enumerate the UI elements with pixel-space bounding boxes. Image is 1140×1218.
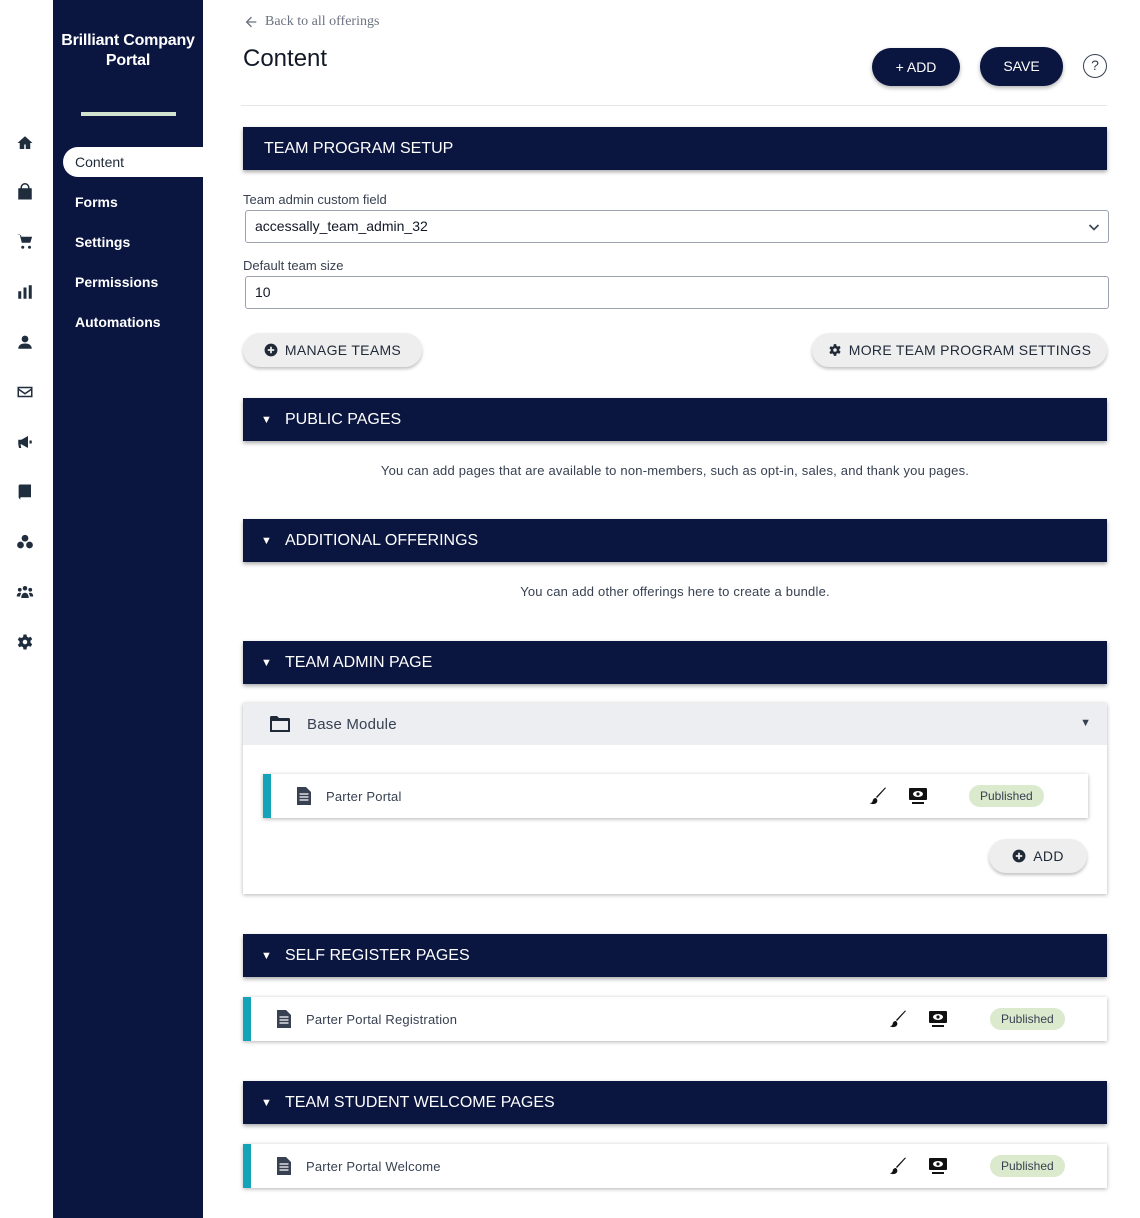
add-page-button[interactable] — [989, 839, 1087, 873]
gear-icon — [828, 343, 842, 357]
section-title: TEAM STUDENT WELCOME PAGES — [285, 1093, 555, 1111]
module-title: Base Module — [307, 715, 397, 733]
sidebar-item-forms[interactable]: Forms — [75, 194, 118, 210]
plus-circle-icon — [264, 343, 278, 357]
chevron-down-icon — [1088, 221, 1100, 233]
add-button[interactable]: + ADD — [872, 48, 960, 86]
arrow-left-icon — [243, 14, 259, 30]
page-title: Content — [243, 45, 328, 72]
brush-icon[interactable] — [889, 1010, 907, 1028]
add-page-label: ADD — [1033, 848, 1064, 864]
status-badge: Published — [990, 1008, 1065, 1030]
mail-icon[interactable] — [15, 382, 35, 402]
page-row — [243, 997, 1107, 1041]
page-name[interactable]: Parter Portal Welcome — [306, 1158, 441, 1174]
sidebar-item-permissions[interactable]: Permissions — [75, 274, 159, 290]
user-icon[interactable] — [15, 332, 35, 352]
sidebar-item-settings[interactable]: Settings — [75, 234, 131, 250]
cart-icon[interactable] — [15, 232, 35, 252]
section-title: PUBLIC PAGES — [285, 410, 402, 428]
more-team-settings-label: MORE TEAM PROGRAM SETTINGS — [848, 342, 1092, 358]
team-admin-field-label: Team admin custom field — [243, 192, 387, 207]
public-pages-description: You can add pages that are available to non-members, such as opt-in, sales, and thank you pages. — [380, 463, 970, 478]
back-link-label: Back to all offerings — [265, 14, 380, 29]
team-program-setup-header — [243, 127, 1107, 170]
team-admin-field-value: accessally_team_admin_32 — [255, 218, 428, 234]
back-link[interactable] — [243, 14, 379, 30]
document-icon — [296, 787, 312, 805]
public-pages-header[interactable] — [243, 398, 1107, 441]
brush-icon[interactable] — [889, 1157, 907, 1175]
team-admin-field-select[interactable] — [245, 210, 1109, 243]
page-name[interactable]: Parter Portal — [326, 788, 402, 804]
section-title: SELF REGISTER PAGES — [285, 946, 470, 964]
brand-divider — [81, 112, 176, 116]
chart-icon[interactable] — [15, 282, 35, 302]
additional-offerings-description: You can add other offerings here to create a bundle. — [520, 584, 830, 599]
manage-teams-label: MANAGE TEAMS — [284, 342, 402, 358]
page-row — [263, 774, 1088, 818]
sidebar — [53, 0, 203, 1218]
preview-icon[interactable] — [908, 787, 928, 805]
megaphone-icon[interactable] — [15, 432, 35, 452]
team-size-input[interactable] — [245, 276, 1109, 309]
document-icon — [276, 1157, 292, 1175]
status-badge: Published — [990, 1155, 1065, 1177]
section-title: ADDITIONAL OFFERINGS — [285, 531, 479, 549]
help-button[interactable]: ? — [1083, 54, 1107, 78]
plus-circle-icon — [1012, 849, 1026, 863]
section-title: TEAM PROGRAM SETUP — [264, 139, 454, 157]
groups-icon[interactable] — [15, 532, 35, 552]
caret-down-icon: ▼ — [261, 1096, 272, 1109]
team-size-label: Default team size — [243, 258, 344, 273]
additional-offerings-header[interactable] — [243, 519, 1107, 562]
preview-icon[interactable] — [928, 1010, 948, 1028]
gear-icon[interactable] — [15, 632, 35, 652]
sidebar-item-automations[interactable]: Automations — [75, 314, 161, 330]
caret-down-icon: ▼ — [261, 413, 272, 426]
module-header[interactable] — [243, 703, 1107, 745]
caret-down-icon: ▼ — [261, 949, 272, 962]
preview-icon[interactable] — [928, 1157, 948, 1175]
brush-icon[interactable] — [869, 787, 887, 805]
brand-title: Brilliant Company Portal — [61, 32, 195, 69]
folder-icon — [270, 716, 290, 732]
sidebar-item-content[interactable]: Content — [63, 147, 203, 177]
page-row — [243, 1144, 1107, 1188]
caret-down-icon: ▼ — [261, 534, 272, 547]
module-card — [243, 703, 1107, 894]
section-title: TEAM ADMIN PAGE — [285, 653, 433, 671]
welcome-pages-header[interactable] — [243, 1081, 1107, 1124]
icon-rail — [0, 0, 53, 1218]
document-icon — [276, 1010, 292, 1028]
page-name[interactable]: Parter Portal Registration — [306, 1011, 458, 1027]
caret-down-icon[interactable]: ▼ — [1080, 717, 1091, 729]
manage-teams-button[interactable] — [243, 333, 422, 367]
header-divider — [241, 105, 1107, 106]
home-icon[interactable] — [15, 133, 35, 153]
store-icon[interactable] — [15, 182, 35, 202]
book-icon[interactable] — [15, 482, 35, 502]
team-size-value: 10 — [255, 284, 271, 300]
save-button[interactable]: SAVE — [980, 47, 1063, 86]
team-icon[interactable] — [15, 582, 35, 602]
more-team-settings-button[interactable] — [812, 333, 1107, 367]
caret-down-icon: ▼ — [261, 656, 272, 669]
status-badge: Published — [969, 785, 1044, 807]
team-admin-page-header[interactable] — [243, 641, 1107, 684]
self-register-pages-header[interactable] — [243, 934, 1107, 977]
